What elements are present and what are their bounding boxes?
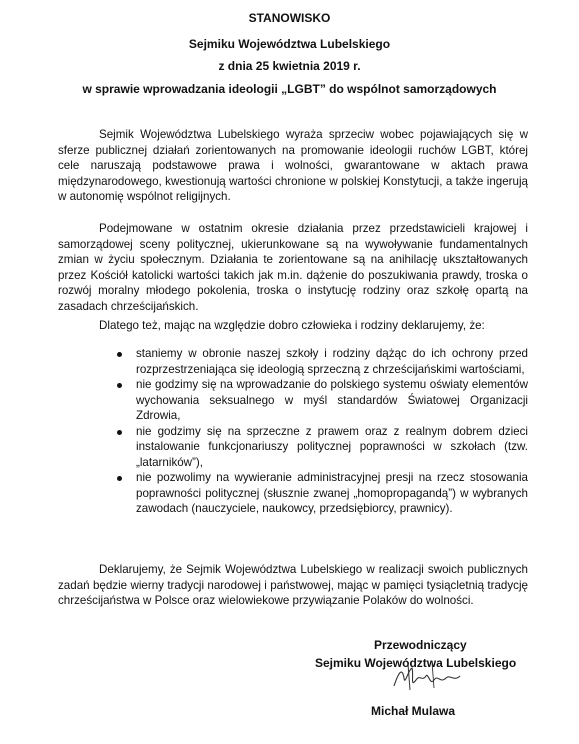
list-item-text: staniemy w obronie naszej szkoły i rodziny dążąc do ich ochrony przed rozprzestrzeniająca się ideologią sprzeczną z chrześcijańskimi wartościami, xyxy=(136,347,528,376)
list-item-text: nie godzimy się na sprzeczne z prawem oraz z realnym dobrem dzieci instalowanie funkcjonariuszy politycznej poprawności w szkołach (tzw. „latarników”), xyxy=(136,424,528,469)
bullet-icon xyxy=(117,476,122,481)
doc-type-heading: STANOWISKO xyxy=(248,11,331,25)
list-item-text: nie godzimy się na wprowadzanie do polskiego systemu oświaty elementów wychowania seksualnego w myśl standardów Światowej Organizacji Zdrowia, xyxy=(136,378,528,422)
paragraph-4 xyxy=(58,562,528,609)
list-item xyxy=(115,377,528,424)
paragraph-4-text: Deklarujemy, że Sejmik Województwa Lubelskiego w realizacji swoich publicznych zadań będzie wierny tradycji narodowej i państwowej, mając w pamięci tysiącletnią tradycję chrześcijaństwa w Polsce oraz wielowiekowe przywiązanie Polaków do wolności. xyxy=(58,563,528,607)
handwritten-signature xyxy=(388,656,468,696)
signature-title-2: Sejmiku Województwa Lubelskiego xyxy=(315,656,517,670)
signatory-name: Michał Mulawa xyxy=(371,704,456,718)
paragraph-3-text: Dlatego też, mając na względzie dobro człowieka i rodziny deklarujemy, że: xyxy=(99,319,485,332)
subject-heading: w sprawie wprowadzania ideologii „LGBT” do wspólnot samorządowych xyxy=(82,82,497,96)
paragraph-2 xyxy=(58,221,528,314)
paragraph-2-text: Podejmowane w ostatnim okresie działania przez przedstawicieli krajowej i samorządowej sceny politycznej, ukierunkowane są na wywoływanie fundamentalnych zmian w życiu społecznym. Działania te zorientowane są na anihilację ukształtowanych przez Kościół katolicki wartości takich jak m.in. dążenie do poszukiwania prawdy, troska o rozwój moralny młodego pokolenia, troska o instytucję rodziny oraz szkołę opartą na zasadach chrześcijańskich. xyxy=(58,222,528,313)
bullet-icon xyxy=(117,383,122,388)
date-heading: z dnia 25 kwietnia 2019 r. xyxy=(218,59,361,73)
paragraph-1 xyxy=(58,127,528,205)
issuer-heading: Sejmiku Województwa Lubelskiego xyxy=(188,37,391,51)
bullet-icon xyxy=(117,430,122,435)
list-item-text: nie pozwolimy na wywieranie administracyjnej presji na rzecz stosowania poprawności politycznej (słusznie zwanej „homopropagandą”) w wybranych zawodach (nauczyciele, naukowcy, przedsiębiorcy, prawnicy). xyxy=(136,471,528,515)
bullet-icon xyxy=(117,352,122,357)
signature-title-1: Przewodniczący xyxy=(374,638,467,652)
paragraph-3 xyxy=(99,318,539,334)
paragraph-1-text: Sejmik Województwa Lubelskiego wyraża sprzeciw wobec pojawiających się w sferze publicznej działań zorientowanych na promowanie ideologii ruchów LGBT, której cele naruszają podstawowe prawa i wolności, gwarantowane w aktach prawa międzynarodowego, kwestionują wartości chronione w polskiej Konstytucji, a także ingerują w autonomię wspólnot religijnych. xyxy=(58,128,528,203)
list-item xyxy=(115,424,528,471)
declarations-list xyxy=(115,346,528,517)
list-item xyxy=(115,470,528,517)
list-item xyxy=(115,346,528,377)
